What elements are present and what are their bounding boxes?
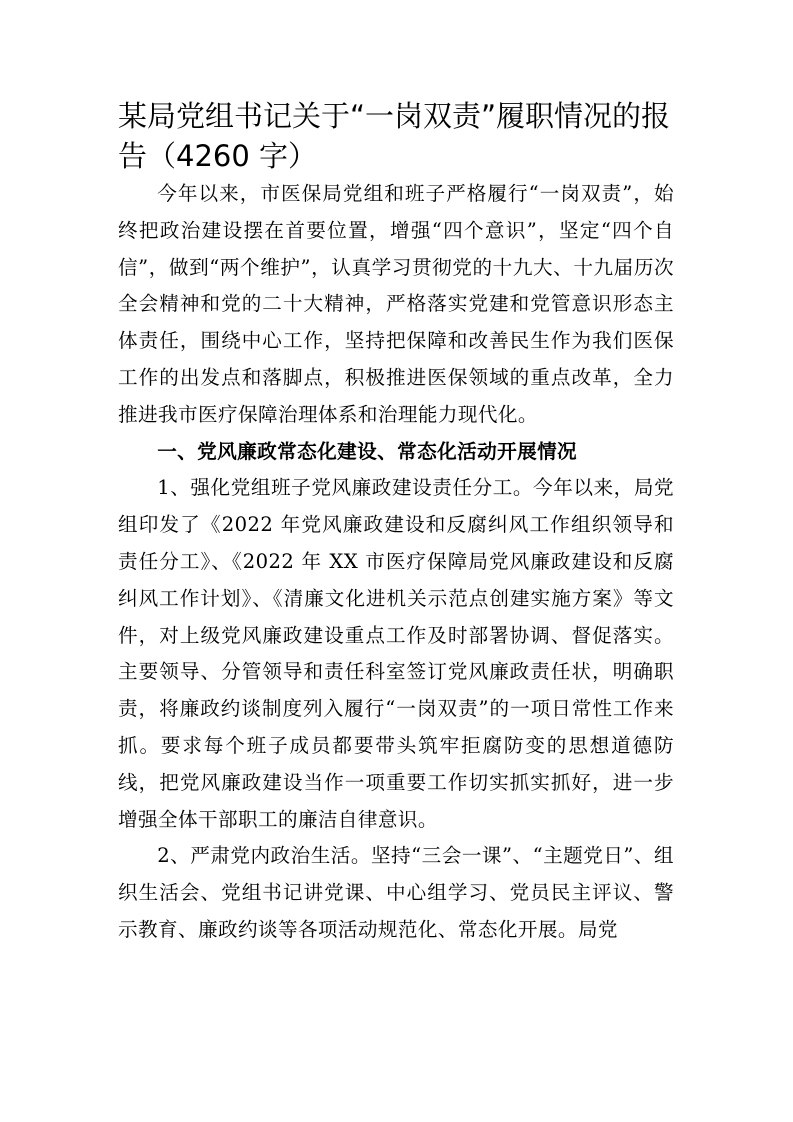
section-heading: 一、党风廉政常态化建设、常态化活动开展情况 <box>157 439 578 463</box>
intro-paragraph: 今年以来，市医保局党组和班子严格履行“一岗双责”，始终把政治建设摆在首要位置，增强“四个意识”，坚定“四个自信”，做到“两个维护”，认真学习贯彻党的十九大、十九届历次全会精神和党的二十大精神，严格落实党建和党管意识形态主体责任，围绕中心工作，坚持把保障和改善民生作为我们医保工作的出发点和落脚点，积极推进医保领域的重点改革，全力推进我市医疗保障治理体系和治理能力现代化。 <box>118 182 674 426</box>
document-body <box>118 96 674 949</box>
body-paragraph: 2、严肃党内政治生活。坚持“三会一课”、“主题党日”、组织生活会、党组书记讲党课、中心组学习、党员民主评议、警示教育、廉政约谈等各项活动规范化、常态化开展。局党 <box>118 844 674 941</box>
document-title: 某局党组书记关于“一岗双责”履职情况的报告（4260 字） <box>118 99 671 173</box>
body-paragraph: 1、强化党组班子党风廉政建设责任分工。今年以来，局党组印发了《2022 年党风廉政建设和反腐纠风工作组织领导和责任分工》、《2022 年 XX 市医疗保障局党风廉政建设和反腐纠风工作计划》、《清廉文化进机关示范点创建实施方案》等文件，对上级党风廉政建设重点工作及时部署协调、督促落实。主要领导、分管领导和责任科室签订党风廉政责任状，明确职责，将廉政约谈制度列入履行“一岗双责”的一项日常性工作来抓。要求每个班子成员都要带头筑牢拒腐防变的思想道德防线，把党风廉政建设当作一项重要工作切实抓实抓好，进一步增强全体干部职工的廉洁自律意识。 <box>118 476 674 831</box>
